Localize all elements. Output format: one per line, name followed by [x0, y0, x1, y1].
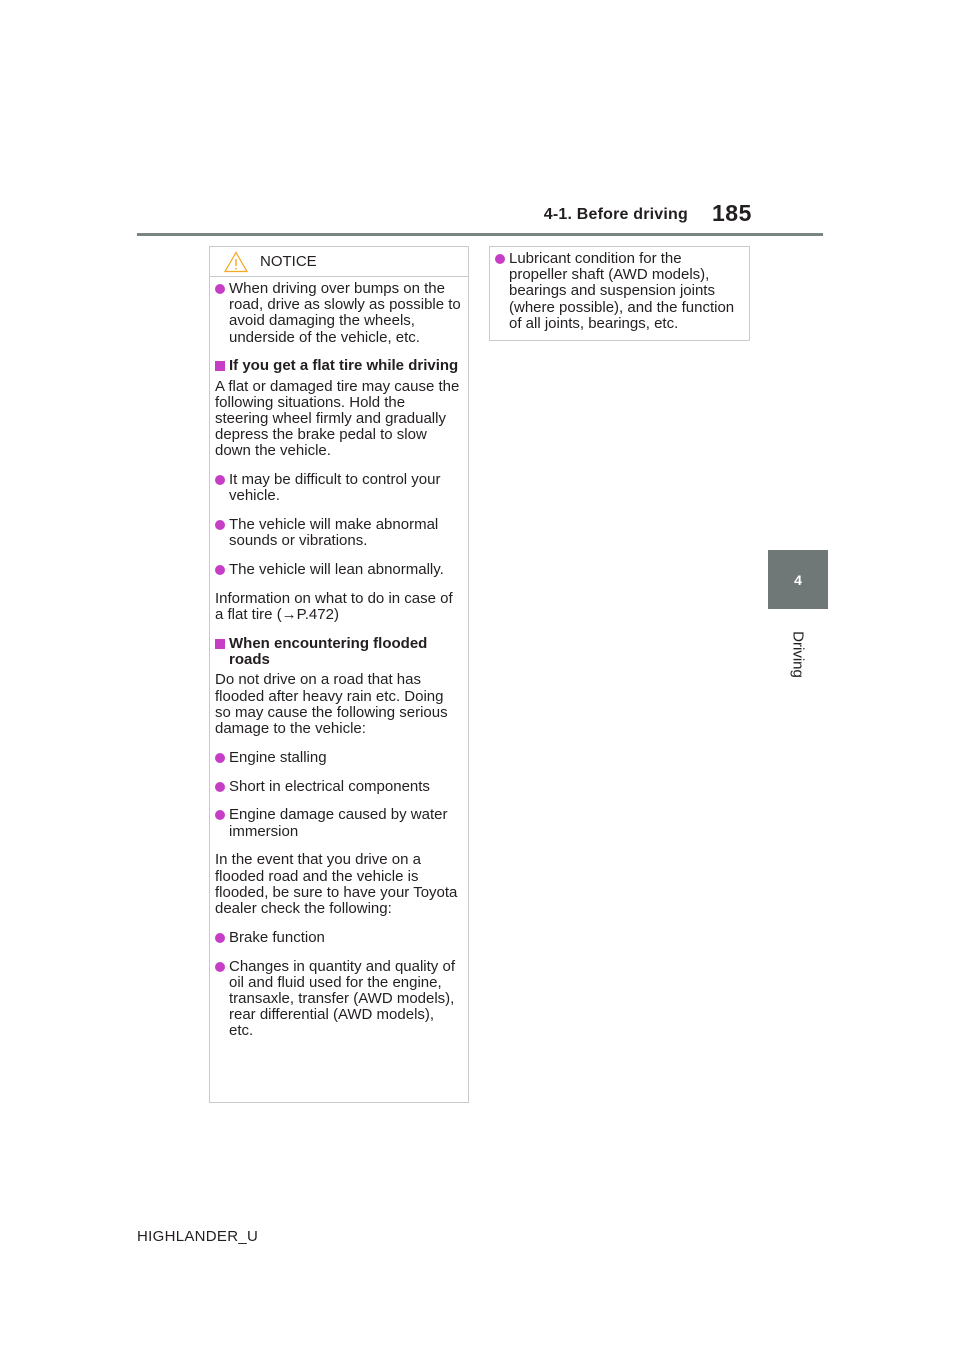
warning-triangle-icon	[224, 251, 248, 273]
bullet-icon	[215, 810, 225, 820]
bullet-icon	[215, 475, 225, 485]
bullet-icon	[215, 753, 225, 763]
bullet-icon	[215, 933, 225, 943]
notice-box-right	[489, 246, 750, 341]
notice-label: NOTICE	[260, 253, 317, 270]
bullet-icon	[215, 782, 225, 792]
chapter-number: 4	[794, 571, 802, 588]
subheading-flat-tire: If you get a flat tire while driving	[215, 358, 462, 374]
list-item: Engine stalling	[215, 750, 462, 766]
paragraph: A flat or damaged tire may cause the following situations. Hold the steering wheel firmly and gradually depress the brake pedal to slow down the vehicle.	[215, 377, 460, 460]
bullet-icon	[215, 962, 225, 972]
chapter-tab	[768, 550, 828, 609]
list-item: When driving over bumps on the road, drive as slowly as possible to avoid damaging the wheels, underside of the vehicle, etc.	[215, 281, 462, 346]
bullet-icon	[215, 284, 225, 294]
chapter-label: Driving	[789, 631, 807, 678]
list-item: Lubricant condition for the propeller shaft (AWD models), bearings and suspension joints (where possible), and the function of all joints, bearings, etc.	[495, 251, 743, 332]
bullet-icon	[495, 254, 505, 264]
list-item: It may be difficult to control your vehicle.	[215, 472, 462, 504]
list-item: The vehicle will lean abnormally.	[215, 562, 462, 578]
list-item: Engine damage caused by water immersion	[215, 807, 462, 839]
list-item: Short in electrical components	[215, 779, 462, 795]
page-number: 185	[712, 200, 752, 226]
bullet-icon	[215, 565, 225, 575]
header-rule	[137, 233, 823, 236]
section-title: 4-1. Before driving	[543, 206, 688, 223]
paragraph: In the event that you drive on a flooded road and the vehicle is flooded, be sure to have your Toyota dealer check the following:	[215, 851, 458, 918]
paragraph: Information on what to do in case of a flat tire (→P.472)	[215, 590, 453, 624]
square-bullet-icon	[215, 361, 225, 371]
list-item: Changes in quantity and quality of oil and fluid used for the engine, transaxle, transfer (AWD models), rear differential (AWD models), etc.	[215, 959, 462, 1040]
paragraph: Do not drive on a road that has flooded after heavy rain etc. Doing so may cause the following serious damage to the vehicle:	[215, 671, 448, 738]
notice-header	[210, 247, 468, 277]
bullet-icon	[215, 520, 225, 530]
notice-content	[490, 247, 749, 332]
square-bullet-icon	[215, 639, 225, 649]
footer-model: HIGHLANDER_U	[137, 1228, 259, 1245]
list-item: The vehicle will make abnormal sounds or vibrations.	[215, 517, 462, 549]
list-item: Brake function	[215, 930, 462, 946]
subheading-flooded: When encountering flooded roads	[215, 636, 462, 668]
notice-box-left	[209, 246, 469, 1103]
notice-content	[210, 277, 468, 1040]
